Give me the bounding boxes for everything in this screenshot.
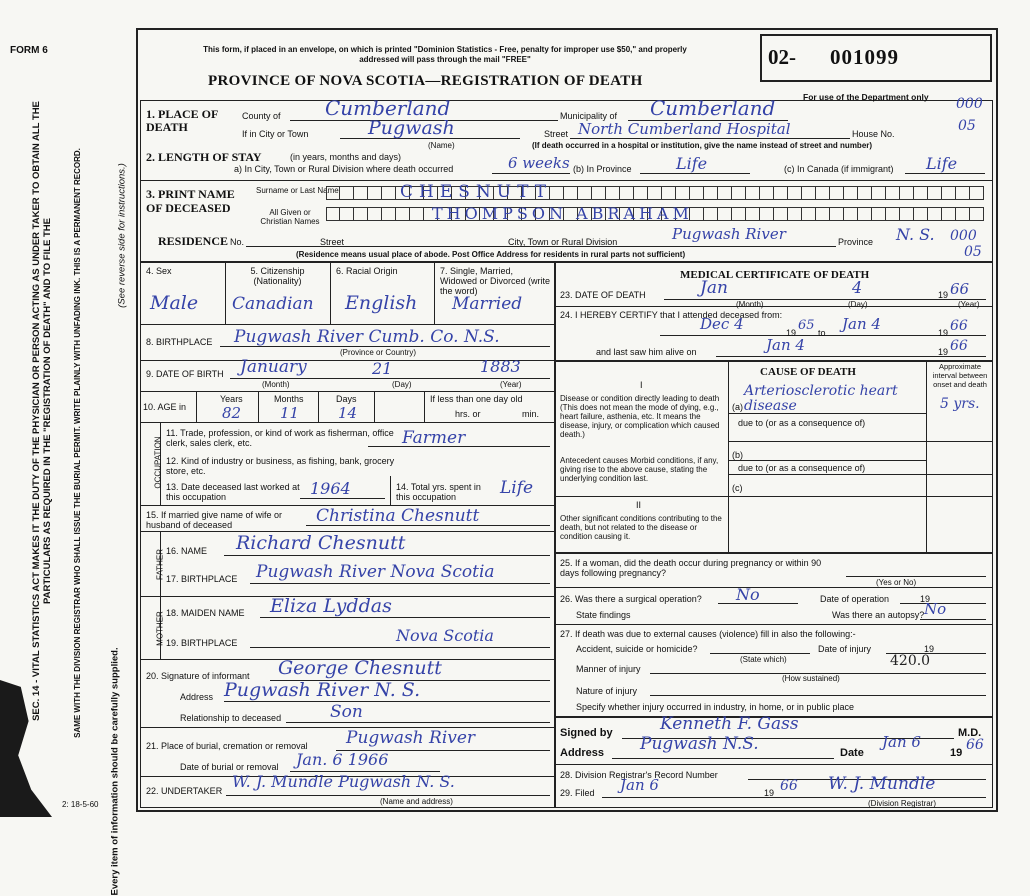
father-name-value: Richard Chesnutt (236, 532, 406, 554)
q25-line (846, 576, 986, 577)
relationship-label: Relationship to deceased (180, 713, 282, 723)
v-13-14 (390, 476, 391, 505)
rule-26-bottom (556, 624, 992, 625)
print-name-label: 3. PRINT NAME OF DECEASED (146, 187, 235, 215)
date-injury-label: Date of injury (818, 644, 872, 654)
spouse-label: 15. If married give name of wife or husband of deceased (146, 510, 283, 530)
rule-main-top (140, 261, 992, 263)
rule-sign-bottom (556, 764, 992, 765)
residence-no-label: No. (230, 237, 245, 247)
date-value: Jan 6 (882, 733, 921, 751)
residence-line (246, 246, 836, 247)
v-6-7 (434, 262, 435, 324)
cause-c-label: (c) (732, 483, 743, 493)
stay-city-line (492, 173, 570, 174)
due-to-b: due to (or as a consequence of) (738, 463, 866, 473)
rule-3-top (140, 180, 992, 181)
nature-label: Nature of injury (576, 686, 638, 696)
form-title: PROVINCE OF NOVA SCOTIA—REGISTRATION OF DEATH (208, 73, 643, 89)
to-year-value: 66 (950, 318, 968, 334)
informant-sig-value: George Chesnutt (278, 657, 442, 679)
v-age-2 (258, 392, 259, 422)
place-of-death-label: 1. PLACE OF DEATH (146, 107, 218, 134)
last-saw-label: and last saw him alive on (596, 347, 697, 357)
undertaker-value: W. J. Mundle Pugwash N. S. (232, 772, 455, 791)
signed-by-label: Signed by (560, 727, 613, 739)
name-caption: (Name) (428, 141, 455, 150)
q11-label: 11. Trade, profession, or kind of work as fisherman, office clerk, sales clerk, etc. (166, 428, 394, 448)
sex-label: 4. Sex (146, 266, 172, 276)
last-saw-year-value: 66 (950, 338, 968, 354)
residence-city-value: Pugwash River (672, 225, 786, 243)
residence-note: (Residence means usual place of abode. Post Office Address for residents in rural parts not sufficient) (296, 250, 686, 259)
street-line (570, 138, 850, 139)
undertaker-line (226, 795, 550, 796)
years-spent-value: Life (500, 478, 534, 498)
autopsy-value: No (924, 600, 947, 618)
residence-province-label: Province (838, 237, 874, 247)
last-saw-value: Jan 4 (766, 336, 805, 354)
q29-line (602, 797, 986, 798)
dob-line (230, 378, 550, 379)
rule-age-bottom (140, 422, 554, 423)
accident-label: Accident, suicide or homicide? (576, 644, 698, 654)
city-label: If in City or Town (242, 129, 309, 139)
margin-note-2: (See reverse side for instructions.) (116, 163, 128, 308)
less-than-day-label: If less than one day old (430, 394, 523, 404)
margin-outer-text: SEC. 14 - VITAL STATISTICS ACT MAKES IT THE DUTY OF THE PHYSICIAN OR PERSON ACTING AS UNDER TAKER TO OBTAIN ALL THE PARTICULARS AS REQUIRED IN THE "REGISTRATION OF DEATH" AND TO FILE THE (31, 101, 53, 721)
informant-addr-line (224, 701, 550, 702)
disease-label: Disease or condition directly leading to death (This does not mean the mode of dying, e.g., heart failure, asthenia, etc. It means the disease, injury, or complication which caused death.) (560, 394, 720, 439)
informant-addr-label: Address (180, 692, 214, 702)
form-number: FORM 6 (10, 45, 48, 56)
given-label: All Given or Christian Names (260, 208, 320, 226)
other-conditions-label: Other significant conditions contributing to the death, but not related to the disease or condition causing it. (560, 514, 722, 541)
interval-heading: Approximate interval between onset and death (932, 362, 988, 389)
to-label: to (818, 328, 826, 338)
sex-value: Male (150, 292, 199, 314)
stay-province-line (640, 173, 750, 174)
roman-one: I (640, 380, 643, 390)
form-code: 2: 18-5-60 (62, 800, 99, 809)
racial-label: 6. Racial Origin (336, 266, 398, 276)
house-label: House No. (852, 129, 895, 139)
death-day-value: 4 (852, 278, 863, 297)
days-label: Days (336, 394, 357, 404)
signed-value: Kenneth F. Gass (660, 714, 799, 734)
burial-date-label: Date of burial or removal (180, 762, 279, 772)
month-caption: (Month) (262, 380, 290, 389)
spouse-value: Christina Chesnutt (316, 506, 480, 526)
certify-label: 24. I HEREBY CERTIFY that I attended deceased from: (560, 310, 783, 320)
attended-to-value: Jan 4 (842, 315, 881, 333)
municipality-label: Municipality of (560, 111, 618, 121)
q29-label: 29. Filed (560, 788, 595, 798)
year-caption: (Year) (500, 380, 522, 389)
roman-two: II (636, 500, 642, 510)
address-line (612, 758, 834, 759)
father-bp-value: Pugwash River Nova Scotia (256, 562, 495, 582)
date-op-year-prefix: 19 (920, 594, 931, 604)
occupation-side-label: OCCUPATION (153, 436, 163, 489)
cause-a2-line (728, 441, 992, 442)
q28-label: 28. Division Registrar's Record Number (560, 770, 718, 780)
registrar-caption: (Division Registrar) (868, 799, 937, 808)
q14-label: 14. Total yrs. spent in this occupation (396, 482, 481, 502)
cause-title: CAUSE OF DEATH (760, 366, 856, 378)
code-05-a: 05 (958, 118, 976, 134)
q13-label: 13. Date deceased last worked at this occupation (166, 482, 300, 502)
cause-b-line (728, 460, 926, 461)
v-cause-left (728, 361, 729, 553)
nature-line (650, 695, 986, 696)
age-months-value: 11 (280, 404, 300, 422)
date-injury-year-prefix: 19 (924, 644, 935, 654)
stay-canada-label: (c) In Canada (if immigrant) (784, 164, 894, 174)
county-value: Cumberland (325, 96, 451, 120)
undertaker-label: 22. UNDERTAKER (146, 786, 223, 796)
medical-title: MEDICAL CERTIFICATE OF DEATH (680, 269, 870, 281)
v-cause-right (926, 361, 927, 553)
stay-city-label: a) In City, Town or Rural Division where death occurred (234, 164, 454, 174)
registrar-value: W. J. Mundle (828, 774, 936, 794)
stay-sub-label: (in years, months and days) (290, 152, 402, 162)
stay-province-value: Life (676, 154, 708, 173)
last-worked-line (300, 498, 385, 499)
due-to-a: due to (or as a consequence of) (738, 418, 866, 428)
father-bp-line (250, 583, 550, 584)
mother-name-label: 18. MAIDEN NAME (166, 608, 245, 618)
how-sustained-caption: (How sustained) (782, 674, 840, 683)
informant-addr-value: Pugwash River N. S. (224, 679, 421, 701)
q26-label: 26. Was there a surgical operation? (560, 594, 702, 604)
father-name-line (224, 555, 550, 556)
antecedent-label: Antecedent causes Morbid conditions, if any, giving rise to the above cause, stating the underlying condition last. (560, 456, 719, 483)
code-420-value: 420.0 (890, 653, 931, 669)
death-day-caption: (Day) (848, 300, 868, 309)
from-year-prefix: 19 (786, 328, 797, 338)
stay-city-value: 6 weeks (508, 154, 570, 172)
code-05-b: 05 (964, 244, 982, 260)
v-age-4 (374, 392, 375, 422)
dob-label: 9. DATE OF BIRTH (146, 369, 224, 379)
v-age-1 (196, 392, 197, 422)
registration-number: 001099 (830, 45, 899, 69)
to-year-prefix: 19 (938, 328, 949, 338)
last-saw-year-prefix: 19 (938, 347, 949, 357)
rule-cause-bottom (556, 552, 992, 554)
municipality-value: Cumberland (650, 96, 776, 120)
mother-name-value: Eliza Lyddas (270, 595, 392, 617)
dob-year-value: 1883 (480, 357, 521, 376)
age-years-value: 82 (222, 404, 242, 422)
q12-label: 12. Kind of industry or business, as fishing, bank, grocery store, etc. (166, 456, 395, 476)
yes-no-caption: (Yes or No) (876, 578, 917, 587)
hospital-note: (If death occurred in a hospital or institution, give the name instead of street and number) (532, 141, 873, 150)
residence-label: RESIDENCE (158, 234, 229, 248)
v-age-3 (318, 392, 319, 422)
street-value: North Cumberland Hospital (578, 120, 791, 138)
citizenship-label: 5. Citizenship (Nationality) (250, 266, 305, 286)
state-findings-label: State findings (576, 610, 631, 620)
street-label: Street (544, 129, 569, 139)
citizenship-value: Canadian (232, 294, 314, 314)
margin-note: Every item of information should be carefully supplied. (109, 647, 121, 896)
rule-dob-bottom (140, 391, 554, 392)
province-caption: (Province or Country) (340, 348, 417, 357)
cause-b-label: (b) (732, 450, 743, 460)
racial-value: English (345, 292, 418, 314)
relationship-line (286, 722, 550, 723)
birthplace-label: 8. BIRTHPLACE (146, 337, 213, 347)
father-name-label: 16. NAME (166, 546, 208, 556)
relationship-value: Son (330, 702, 363, 722)
autopsy-label: Was there an autopsy? (832, 610, 925, 620)
v-4-5 (225, 262, 226, 324)
marital-value: Married (452, 294, 523, 314)
residence-street-label: Street (320, 237, 345, 247)
cause-a-value: Arteriosclerotic heart disease (744, 383, 898, 414)
cause-b2-line (728, 474, 992, 475)
death-year-caption: (Year) (958, 300, 980, 309)
v-age-5 (424, 392, 425, 422)
registration-prefix: 02- (768, 45, 796, 69)
last-worked-value: 1964 (310, 479, 351, 498)
birthplace-value: Pugwash River Cumb. Co. N.S. (234, 327, 500, 347)
attended-from-value: Dec 4 (700, 315, 744, 333)
code-000-a: 000 (956, 96, 983, 112)
mother-side-label: MOTHER (155, 611, 165, 646)
father-bp-label: 17. BIRTHPLACE (166, 574, 238, 584)
rule-23-bottom (556, 306, 992, 307)
marital-label: 7. Single, Married, Widowed or Divorced (write the word) (440, 266, 551, 296)
day-caption: (Day) (392, 380, 412, 389)
dept-use-label: For use of the Department only (803, 92, 929, 102)
stay-label: 2. LENGTH OF STAY (146, 150, 262, 164)
filed-value: Jan 6 (620, 776, 659, 794)
q27-label: 27. If death was due to external causes (violence) fill in also the following:- (560, 629, 856, 639)
informant-sig-label: 20. Signature of informant (146, 671, 250, 681)
code-000-b: 000 (950, 228, 977, 244)
burial-date-value: Jan. 6 1966 (296, 750, 389, 769)
mother-name-line (260, 617, 550, 618)
surname-value: CHESNUTT (400, 182, 553, 202)
accident-line (710, 653, 810, 654)
given-value: THOMPSON ABRAHAM (432, 204, 693, 223)
date-year-value: 66 (966, 737, 984, 753)
rule-25-bottom (556, 587, 992, 588)
address-label: Address (560, 747, 605, 759)
death-month-value: Jan (700, 278, 728, 298)
cause-c-line (556, 496, 992, 497)
manner-label: Manner of injury (576, 664, 641, 674)
cause-a-label: (a) (732, 402, 743, 412)
county-label: County of (242, 111, 281, 121)
filed-year-prefix: 19 (764, 788, 775, 798)
burial-place-value: Pugwash River (346, 728, 476, 748)
surgical-value: No (736, 585, 760, 604)
mail-notice: This form, if placed in an envelope, on which is printed "Dominion Statistics - Free, penalty for improper use $50," and properly addressed will pass through the mail "FREE" (203, 45, 687, 64)
death-month-caption: (Month) (736, 300, 764, 309)
mother-bp-value: Nova Scotia (396, 626, 494, 645)
stay-canada-line (905, 173, 985, 174)
filed-year-value: 66 (780, 778, 798, 794)
father-side-label: FATHER (155, 549, 165, 580)
age-label: 10. AGE in (143, 402, 187, 412)
from-year-value: 65 (798, 318, 815, 333)
hrs-label: hrs. or (455, 409, 481, 419)
date-label: Date (840, 747, 864, 759)
mother-bp-label: 19. BIRTHPLACE (166, 638, 238, 648)
state-which-caption: (State which) (740, 655, 787, 664)
v-5-6 (330, 262, 331, 324)
mother-bp-line (250, 647, 550, 648)
age-days-value: 14 (338, 404, 358, 422)
margin-inner-text: SAME WITH THE DIVISION REGISTRAR WHO SHALL ISSUE THE BURIAL PERMIT. WRITE PLAINLY WITH UNFADING INK. THIS IS A PERMANENT RECORD. (73, 148, 82, 738)
name-address-caption: (Name and address) (380, 797, 453, 806)
stay-canada-value: Life (926, 154, 958, 173)
city-value: Pugwash (368, 117, 455, 139)
residence-city-label: City, Town or Rural Division (508, 237, 618, 247)
dob-day-value: 21 (372, 359, 393, 378)
interval-a-value: 5 yrs. (940, 396, 980, 412)
years-label: Years (220, 394, 243, 404)
q25-label: 25. If a woman, did the death occur during pregnancy or within 90 days following pregnancy? (560, 558, 822, 578)
date-op-label: Date of operation (820, 594, 890, 604)
surname-label: Surname or Last Name (256, 186, 339, 195)
trade-value: Farmer (402, 428, 466, 448)
address-value: Pugwash N.S. (640, 734, 759, 754)
autopsy-line (920, 619, 986, 620)
split-main (554, 262, 556, 807)
months-label: Months (274, 394, 304, 404)
md-label: M.D. (958, 727, 982, 739)
rule-sex-bottom (140, 324, 554, 325)
stay-province-label: (b) In Province (573, 164, 632, 174)
death-year-prefix: 19 (938, 290, 949, 300)
residence-province-value: N. S. (896, 225, 935, 244)
burial-place-label: 21. Place of burial, cremation or removal (146, 741, 308, 751)
dob-month-value: January (240, 357, 307, 377)
min-label: min. (522, 409, 540, 419)
death-year-value: 66 (950, 280, 970, 298)
date-of-death-label: 23. DATE OF DEATH (560, 290, 646, 300)
specify-label: Specify whether injury occurred in industry, in home, or in public place (576, 702, 854, 712)
date-year-prefix: 19 (950, 747, 963, 759)
